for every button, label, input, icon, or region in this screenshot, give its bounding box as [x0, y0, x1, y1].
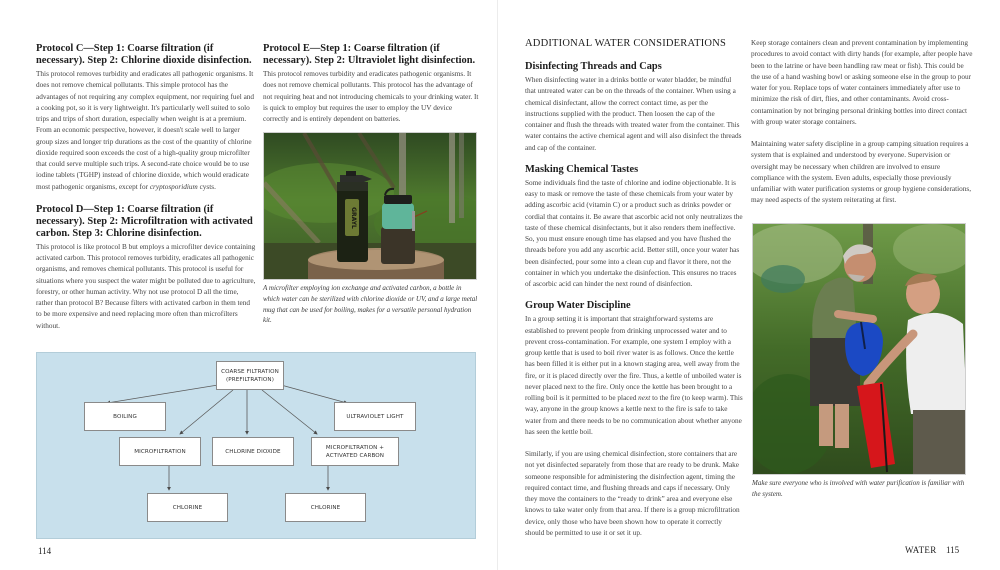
- protocol-c-text: This protocol removes turbidity and eradicates all pathogenic organisms. It does not remove chemical pollutants. This simple protocol has the advantages of not requiring any complex equipment, nor requiring fuel and a cooking pot, so it is very lightweight. It's particularly well suited to solo trips and trips of short duration, especially when weight is at a premium. From an economic perspective, however, it doesn't scale well to larger group sizes and longer trip durations as the cost of the quantity of chlorine dioxide required soon exceeds the cost of a high-quality group microfilter that could serve multiple such trips. A second-rate choice would be to use iodine tablets (TGHP) instead of chlorine dioxide, which would eradicate most pathogenic organisms, except for: [36, 70, 255, 191]
- threads-body: When disinfecting water in a drinks bottle or water bladder, be mindful that untreated water can be on the threads of the container. When using a chemical disinfectant, allow the correct contact time, as per the instructions supplied with the product. Then loosen the cap of the container and flush the threads with treated water from the container. This water contains the active chemical agent and will also disinfect the threads and cap of the container.: [525, 76, 742, 152]
- node-mf-carbon-line2: ACTIVATED CARBON: [325, 452, 385, 459]
- tastes-body: Some individuals find the taste of chlorine and iodine objectionable. It is easy to mask or remove the taste of these chemicals from your water by adding ascorbic acid (vitamin C) or a product such as drinks powder or cordial that contains it. Be aware that ascorbic acid not only neutralizes the taste of these chemical disinfectants, but it also renders them ineffective. So, you must ensure enough time has elapsed and you have flushed the threads before you add any ascorbic acid. Better still, once your water has been disinfected, pour some into a clean cup and flavor it there, not the container in which you undertake the disinfection. This ensures no traces of ascorbic acid can hinder the next round of disinfection.: [525, 178, 743, 288]
- protocol-d-section: [36, 204, 256, 332]
- node-ultraviolet: ULTRAVIOLET LIGHT: [334, 402, 416, 431]
- node-coarse-line1: COARSE FILTRATION: [221, 368, 279, 375]
- left-column: [36, 43, 256, 340]
- protocol-e-body: This protocol removes turbidity and eradicates pathogenic organisms. It does not remove chemical pollutants. This protocol has the advantage of not requiring heat and not introducing chemicals to your drinking water. It is quick to employ but requires the user to employ the UV device correctly and is entirely dependent on batteries.: [263, 70, 479, 123]
- photo-people-water: [752, 223, 966, 475]
- right-column-left-page: [263, 43, 479, 133]
- discipline-body-2: Similarly, if you are using chemical disinfection, store containers that are not yet disinfected separately from those that are ready to be drunk. Make someone responsible for administering the disinfection agent, timing the required contact time, and flushing threads and caps if necessary. Only they move the containers to the “ready to drink” area and everyone else knows to take water only from that area. If there is a group microfiltration device, only those who have been shown how to operate it correctly should be permitted to use it or set it up.: [525, 450, 740, 537]
- node-boiling: BOILING: [84, 402, 166, 431]
- photo-people-caption: Make sure everyone who is involved with water purification is familiar with the system.: [752, 479, 965, 498]
- protocol-e-section: [263, 43, 479, 125]
- grayl-label: GRAYL: [350, 207, 357, 229]
- purification-flow-diagram: [36, 352, 476, 539]
- arrow-to-mf-carbon: [262, 390, 317, 434]
- discipline-italic: next: [638, 394, 651, 402]
- protocol-e-heading: Protocol E—Step 1: Coarse filtration (if necessary). Step 2: Ultraviolet light disinfection.: [263, 43, 476, 66]
- people-water-image: [753, 224, 966, 475]
- section-title: ADDITIONAL WATER CONSIDERATIONS: [525, 38, 727, 49]
- protocol-d-heading: Protocol D—Step 1: Coarse filtration (if necessary). Step 2: Microfiltration with activated carbon. Step 3: Chlorine disinfection.: [36, 203, 253, 239]
- node-coarse-filtration: [216, 361, 284, 390]
- node-mf-activated-carbon: [311, 437, 399, 466]
- threads-section: [525, 61, 743, 154]
- photo-people-caption-wrap: [752, 478, 974, 500]
- arrow-to-uv: [281, 385, 347, 403]
- node-chlorine-a: CHLORINE: [147, 493, 228, 522]
- node-chlorine-b: CHLORINE: [285, 493, 366, 522]
- maintaining-body: Maintaining water safety discipline in a group camping situation requires a system that is explained and understood by everyone. Supervision or oversight may be necessary when children are involved to ensure compliance with the system. Even adults, especially those previously unfamiliar with water purification systems or group hygiene considerations, may need aspects of the system reiterating at first.: [751, 140, 972, 205]
- arrow-to-microfiltration: [180, 390, 233, 434]
- photo-bottles-caption: A microfilter employing ion exchange and activated carbon, a bottle in which water can be sterilized with chlorine dioxide or UV, and a large metal mug that can be used for boiling, makes for a versatile personal hydration kit.: [263, 284, 478, 325]
- water-bottles-image: [264, 133, 477, 280]
- right-page: [500, 0, 1000, 570]
- page-number-left: 114: [38, 546, 52, 556]
- right-page-right-column: [751, 38, 973, 207]
- discipline-text: In a group setting it is important that straightforward systems are established to prevent people from drinking unprocessed water and to prevent cross-contamination. For example, one system I employ with a group kettle that is used to boil river water is as follows. Once the kettle has been filled it is either put in a known staging area, well away from the fire, or it is placed directly over the fire. Thus, a kettle of unboiled water is never placed next to the fire. Only once the kettle has been brought to a rolling boil is it permitted to be placed: [525, 315, 742, 402]
- discipline-body: [525, 314, 743, 438]
- right-page-left-column: [525, 38, 743, 547]
- discipline-heading: Group Water Discipline: [525, 300, 631, 312]
- arrow-to-boiling: [107, 385, 218, 403]
- protocol-c-italic: cryptosporidium: [149, 182, 198, 191]
- running-head: WATER: [905, 545, 937, 555]
- page-number-right: 115: [946, 545, 960, 555]
- tastes-section: [525, 164, 743, 291]
- photo-bottles-caption-wrap: [263, 283, 479, 326]
- photo-water-bottles: [263, 132, 477, 280]
- protocol-c-section: [36, 43, 256, 193]
- node-coarse-line2: (PREFILTRATION): [226, 376, 274, 383]
- discipline-text-end: to the fire (to keep warm). This way, anyone in the group knows a kettle next to the fire is safe to take water from and there needs to be no communication about whether anyone has seen the kettle boil.: [525, 394, 743, 436]
- protocol-d-body: This protocol is like protocol B but employs a microfilter device containing activated carbon. This protocol removes turbidity, eradicates all pathogenic organisms, and removes chemical pollutants. This protocol is useful for situations where you suspect the water might be polluted due to agriculture, forestry, or other human activity. Why not use protocol D all the time, rather than protocol B? Because filters with activated carbon in them tend to be more expensive and need replacing more often than microfilters without.: [36, 242, 256, 330]
- protocol-c-heading: Protocol C—Step 1: Coarse filtration (if necessary). Step 2: Chlorine dioxide disinfection.: [36, 43, 252, 66]
- threads-heading: Disinfecting Threads and Caps: [525, 61, 662, 72]
- left-page: [0, 0, 498, 570]
- protocol-c-text-end: cysts.: [197, 182, 216, 191]
- node-chlorine-dioxide: CHLORINE DIOXIDE: [212, 437, 294, 466]
- protocol-c-body: [36, 69, 256, 193]
- node-microfiltration: MICROFILTRATION: [119, 437, 201, 466]
- tastes-heading: Masking Chemical Tastes: [525, 163, 639, 175]
- storage-body: Keep storage containers clean and prevent contamination by implementing procedures to avoid contact with dirty hands (for example, after people have been to the latrine or have been handling raw meat or fish). This could be the use of a hand washing bowl or asking someone else in the group to pour water for you. Replace tops of water containers immediately after use to minimize the risk of dirt, flies, and other contaminants. Avoid cross-contamination by not bringing personal drinking bottles into direct contact with group water storage containers.: [751, 39, 973, 126]
- node-mf-carbon-line1: MICROFILTRATION +: [325, 444, 385, 451]
- discipline-section: [525, 300, 743, 539]
